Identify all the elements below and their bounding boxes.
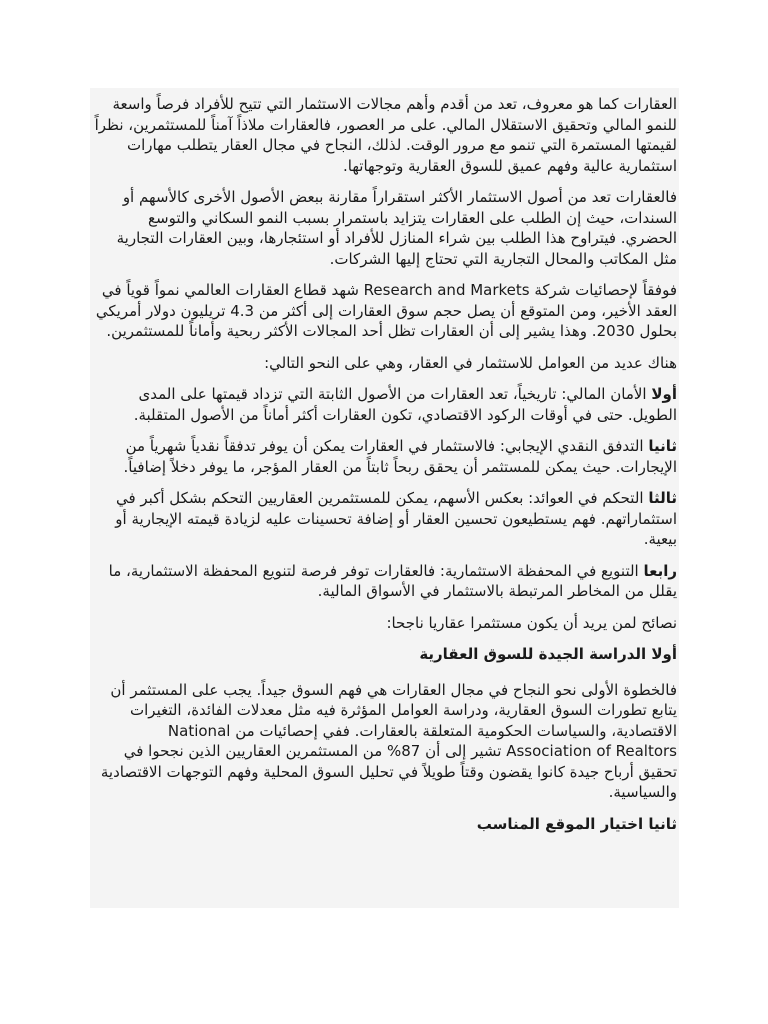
stability-paragraph: فالعقارات تعد من أصول الاستثمار الأكثر استقراراً مقارنة ببعض الأصول الأخرى كالأسهم أو السندات، حيث إن الطلب على العقارات يتزايد باستمرار بسبب النمو السكاني والتوسع الحضري. فيتراوح هذا الطلب بين شراء المنازل للأفراد أو استئجارها، وبين العقارات التجارية مثل المكاتب والمحال التجارية التي تحتاج إليها الشركات. — [116, 188, 677, 268]
factor-1-label: أولا — [651, 385, 677, 403]
section-heading-2: ثانيا اختيار الموقع المناسب — [476, 814, 677, 833]
document-page — [90, 88, 679, 908]
tips-intro: نصائح لمن يريد أن يكون مستثمرا عقاريا ناجحا: — [386, 613, 677, 632]
factor-1-text: الأمان المالي: تاريخياً، تعد العقارات من الأصول الثابتة التي تزداد قيمتها على المدى الطويل. حتى في أوقات الركود الاقتصادي، تكون العقارات أكثر أماناً من الأصول المتقلبة. — [133, 385, 677, 424]
factor-4-text: التنويع في المحفظة الاستثمارية: فالعقارات توفر فرصة لتنويع المحفظة الاستثمارية، ما يقلل من المخاطر المرتبطة بالاستثمار في الأسواق المالية. — [108, 561, 677, 600]
factor-1 — [92, 384, 677, 425]
factor-4-label: رابعا — [643, 561, 677, 580]
factor-3 — [92, 488, 677, 550]
factor-3-text: التحكم في العوائد: بعكس الأسهم، يمكن للمستثمرين العقاريين التحكم بشكل أكبر في استثماراتهم. فهم يستطيعون تحسين العقار أو إضافة تحسينات عليه لزيادة قيمته الإيجارية أو بيعية. — [115, 489, 677, 548]
factor-2-text: التدفق النقدي الإيجابي: فالاستثمار في العقارات يمكن أن يوفر تدفقاً نقدياً شهرياً من الإيجارات. حيث يمكن للمستثمر أن يحقق ربحاً ثابتاً من العقار المؤجر، ما يوفر دخلاً إضافياً. — [123, 437, 677, 476]
factors-intro: هناك عديد من العوامل للاستثمار في العقار، وهي على النحو التالي: — [264, 353, 677, 372]
factor-2-label: ثانيا — [648, 437, 677, 455]
factor-4 — [92, 561, 677, 602]
market-study-paragraph: فالخطوة الأولى نحو النجاح في مجال العقارات هي فهم السوق جيداً. يجب على المستثمر أن يتابع تطورات السوق العقارية، ودراسة العوامل المؤثرة فيه مثل معدلات الفائدة، التغيرات الاقتصادية، والسياسات الحكومية المتعلقة بالعقارات. ففي إحصائيات من National Association of Realtors تشير إلى أن 87% من المستثمرين العقاريين الذين نجحوا في تحقيق أرباح جيدة كانوا يقضون وقتاً طويلاً في تحليل السوق المحلية وفهم التوجهات الاقتصادية والسياسية. — [100, 680, 677, 801]
factor-2 — [92, 436, 677, 477]
intro-paragraph: العقارات كما هو معروف، تعد من أقدم وأهم مجالات الاستثمار التي تتيح للأفراد فرصاً واسعة للنمو المالي وتحقيق الاستقلال المالي. على مر العصور، فالعقارات ملاذاً آمناً للمستثمرين، نظراً لقيمتها المستمرة التي تنمو مع مرور الوقت. لذلك، النجاح في مجال العقار يتطلب مهارات استثمارية عالية وفهم عميق للسوق العقارية وتوجهاتها. — [94, 95, 677, 175]
section-heading-1: أولا الدراسة الجيدة للسوق العقارية — [419, 645, 677, 663]
statistics-paragraph: فوفقاً لإحصائيات شركة Research and Markets شهد قطاع العقارات العالمي نمواً قوياً في العقد الأخير، ومن المتوقع أن يصل حجم سوق العقارات إلى أكثر من 4.3 تريليون دولار أمريكي بحلول 2030. وهذا يشير إلى أن العقارات تظل أحد المجالات الأكثر ربحية وأماناً للمستثمرين. — [95, 281, 677, 340]
factor-3-label: ثالثا — [648, 489, 677, 507]
